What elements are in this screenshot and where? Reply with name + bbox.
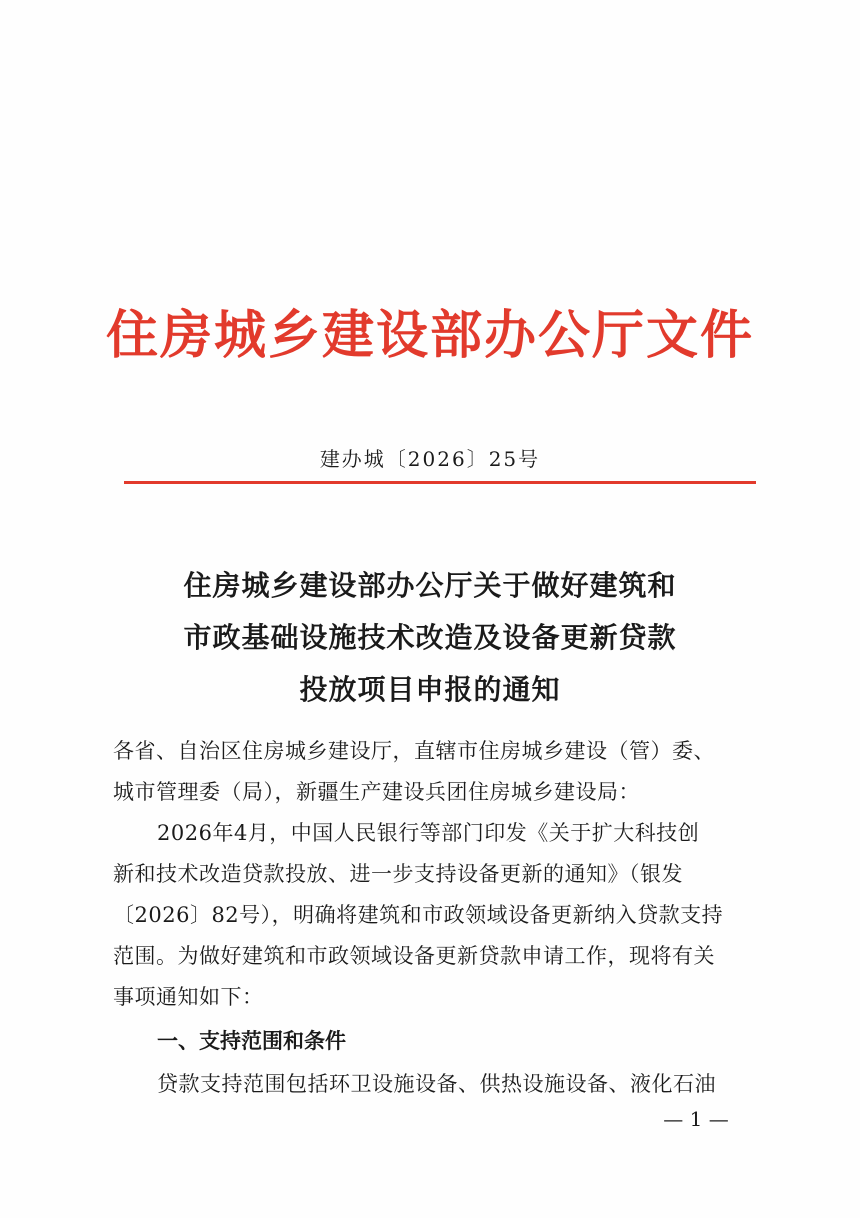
masthead-text: 住房城乡建设部办公厅文件 [105,305,754,366]
paragraph-line: 新和技术改造贷款投放、进一步支持设备更新的通知》（银发 [113,862,683,886]
salutation [113,731,753,813]
issuer-masthead [0,296,860,376]
paragraph-intro [113,813,753,1018]
section-heading: 一、支持范围和条件 [157,1029,346,1053]
salutation-line: 城市管理委（局），新疆生产建设兵团住房城乡建设局： [113,780,640,804]
title-line: 市政基础设施技术改造及设备更新贷款 [183,621,677,654]
red-divider-rule [124,481,756,484]
title-line: 投放项目申报的通知 [299,673,561,706]
document-number: 建办城〔2026〕25号 [319,447,541,471]
paragraph-support-scope: 贷款支持范围包括环卫设施设备、供热设施设备、液化石油 [157,1072,716,1096]
paragraph-line: 范围。为做好建筑和市政领域设备更新贷款申请工作，现将有关 [113,944,715,968]
paragraph-line: 〔2026〕82号），明确将建筑和市政领域设备更新纳入贷款支持 [113,903,724,927]
title-line: 住房城乡建设部办公厅关于做好建筑和 [183,569,677,602]
page-number: — 1 — [663,1107,729,1131]
document-title [0,560,860,716]
paragraph-line: 2026年4月，中国人民银行等部门印发《关于扩大科技创 [157,821,700,845]
paragraph-line: 事项通知如下： [113,985,264,1009]
salutation-line: 各省、自治区住房城乡建设厅，直辖市住房城乡建设（管）委、 [113,739,715,763]
